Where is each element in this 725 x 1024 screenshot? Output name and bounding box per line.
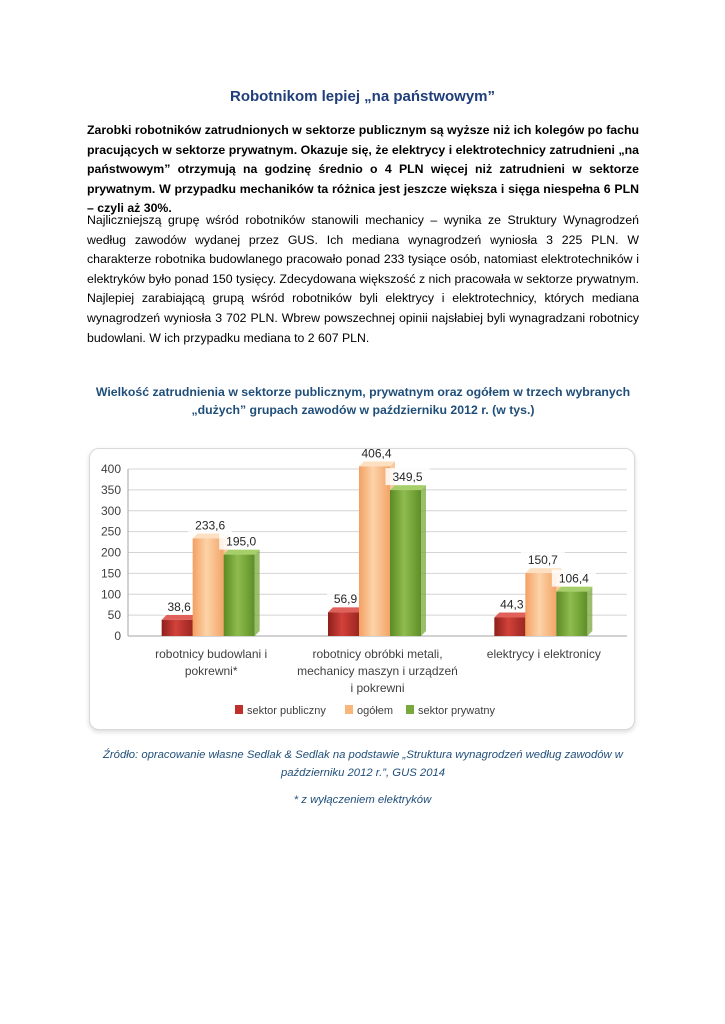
data-label: 38,6 xyxy=(167,599,191,614)
bar xyxy=(328,612,359,636)
data-label: 56,9 xyxy=(333,592,358,607)
legend-swatch xyxy=(235,705,243,714)
bar xyxy=(359,466,390,636)
category-label-line: elektrycy i elektronicy xyxy=(486,647,601,661)
category-label-line: pokrewni* xyxy=(184,664,238,678)
y-tick-label: 0 xyxy=(114,629,121,643)
bar-side xyxy=(255,550,260,636)
bar-top xyxy=(494,613,530,618)
bar-top xyxy=(556,587,592,592)
y-tick-label: 400 xyxy=(100,462,121,476)
data-label: 233,6 xyxy=(195,518,226,533)
y-tick-label: 250 xyxy=(100,524,121,539)
legend-swatch xyxy=(345,705,353,714)
chart-container xyxy=(89,448,635,730)
category-label xyxy=(155,647,267,678)
lead-paragraph: Zarobki robotników zatrudnionych w sektorze publicznym są wyższe niż ich kolegów po fachu pracujących w sektorze prywatnym. Okazuje się, że elektrycy i elektrotechnicy zatrudnieni „na państwowym” otrzymują na godzinę średnio o 4 PLN więcej niż zatrudnieni w sektorze prywatnym. W przypadku mechaników ta różnica jest jeszcze większa i sięga niespełna 6 PLN – czyli aż 30%. xyxy=(87,123,639,215)
bar xyxy=(162,620,193,636)
bar-top xyxy=(390,485,426,490)
category-label-line: robotnicy budowlani i xyxy=(155,647,268,661)
data-label: 150,7 xyxy=(527,553,558,568)
page-title: Robotnikom lepiej „na państwowym” xyxy=(229,88,496,105)
y-tick-label: 200 xyxy=(100,545,121,560)
category-label xyxy=(297,647,458,695)
category-label-line: i pokrewni xyxy=(350,681,405,695)
bar xyxy=(390,490,421,636)
data-label: 349,5 xyxy=(392,470,423,485)
data-label: 406,4 xyxy=(361,449,392,461)
y-tick-label: 150 xyxy=(100,566,121,581)
bar-chart xyxy=(90,449,634,729)
category-label-line: mechanicy maszyn i urządzeń xyxy=(297,664,458,678)
bar xyxy=(525,573,556,636)
y-tick-label: 350 xyxy=(100,482,121,497)
data-label: 195,0 xyxy=(226,534,257,549)
source-note: Źródło: opracowanie własne Sedlak & Sedlak na podstawie „Struktura wynagrodzeń według zawodów w październiku 2012 r.”, GUS 2014 xyxy=(103,749,623,779)
bar-side xyxy=(587,587,592,636)
legend-swatch xyxy=(406,705,414,714)
bar-top xyxy=(162,615,198,620)
bar xyxy=(193,538,224,636)
legend-label: ogółem xyxy=(357,705,394,717)
category-label-line: robotnicy obróbki metali, xyxy=(312,647,443,661)
y-tick-label: 300 xyxy=(100,503,121,518)
legend-label: sektor prywatny xyxy=(418,705,496,717)
chart-title: Wielkość zatrudnienia w sektorze publicznym, prywatnym oraz ogółem w trzech wybranych „dużych” grupach zawodów w październiku 2012 r. (w tys.) xyxy=(95,385,631,417)
y-tick-label: 100 xyxy=(100,587,121,602)
bar-top xyxy=(224,550,260,555)
category-label xyxy=(487,647,601,661)
bar xyxy=(556,592,587,636)
bar xyxy=(224,555,255,636)
body-paragraph: Najliczniejszą grupę wśród robotników stanowili mechanicy – wynika ze Struktury Wynagrodzeń według zawodów wydanej przez GUS. Ich mediana wynagrodzeń wyniosła 3 225 PLN. W charakterze robotnika budowlanego pracowało ponad 233 tysiące osób, natomiast elektrotechników i elektryków było ponad 150 tysięcy. Zdecydowana większość z nich pracowała w sektorze prywatnym. Najlepiej zarabiającą grupą wśród robotników byli elektrycy i elektrotechnicy, których mediana wynagrodzeń wyniosła 3 702 PLN. Wbrew powszechnej opinii najsłabiej byli wynagradzani robotnicy budowlani. W ich przypadku mediana to 2 607 PLN. xyxy=(87,213,640,345)
footnote: * z wyłączeniem elektryków xyxy=(293,794,432,806)
y-tick-label: 50 xyxy=(107,608,121,623)
bar-side xyxy=(421,485,426,636)
data-label: 106,4 xyxy=(558,571,589,586)
data-label: 44,3 xyxy=(500,597,524,612)
legend-label: sektor publiczny xyxy=(247,705,326,717)
bar xyxy=(494,618,525,636)
bar-top xyxy=(328,607,364,612)
bar-top xyxy=(359,461,395,466)
